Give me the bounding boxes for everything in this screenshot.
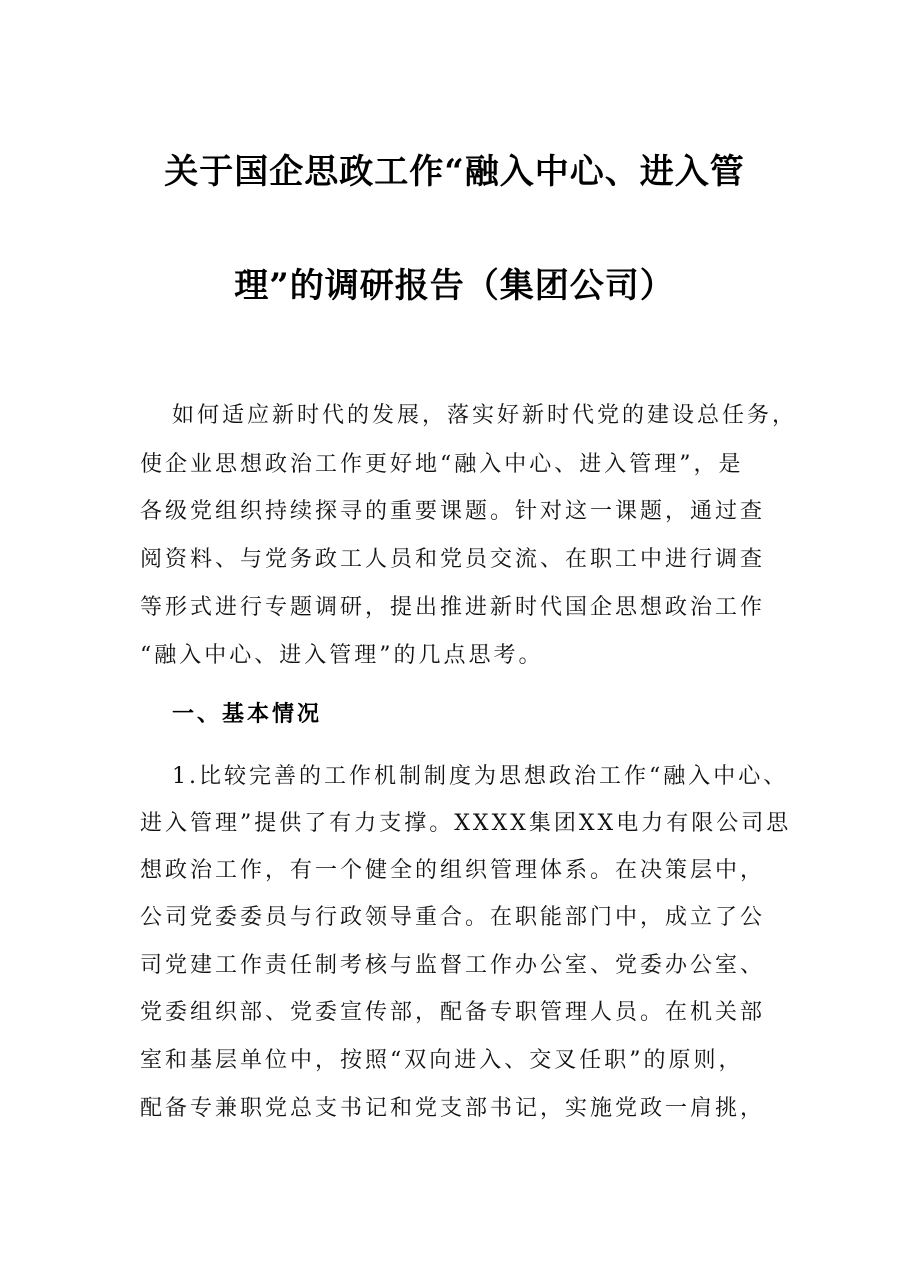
paragraph-line: 想政治工作，有一个健全的组织管理体系。在决策层中， [140,858,766,883]
paragraph-line: 阅资料、与党务政工人员和党员交流、在职工中进行调查 [140,547,766,572]
document-title-line-1: 关于国企思政工作“融入中心、进入管 [164,152,745,192]
paragraph-line: 1.比较完善的工作机制制度为思想政治工作“融入中心、 [172,764,789,789]
paragraph-line: 公司党委委员与行政领导重合。在职能部门中，成立了公 [140,905,766,930]
paragraph-line: “融入中心、进入管理”的几点思考。 [140,643,544,668]
paragraph-line: 使企业思想政治工作更好地“融入中心、进入管理”，是 [140,452,744,477]
paragraph-line: 如何适应新时代的发展，落实好新时代党的建设总任务， [172,403,798,428]
section-heading: 一、基本情况 [172,702,323,727]
paragraph-line: 进入管理”提供了有力支撑。XXXX集团XX电力有限公司思 [140,811,792,836]
paragraph-line: 等形式进行专题调研，提出推进新时代国企思想政治工作 [140,595,766,620]
paragraph-line: 司党建工作责任制考核与监督工作办公室、党委办公室、 [140,953,766,978]
paragraph-line: 各级党组织持续探寻的重要课题。针对这一课题，通过查 [140,499,766,524]
paragraph-line: 党委组织部、党委宣传部，配备专职管理人员。在机关部 [140,1000,766,1025]
document-title-line-2: 理”的调研报告（集团公司） [234,266,675,306]
paragraph-line: 室和基层单位中，按照“双向进入、交叉任职”的原则， [140,1048,744,1073]
paragraph-line: 配备专兼职党总支书记和党支部书记，实施党政一肩挑， [140,1096,766,1121]
